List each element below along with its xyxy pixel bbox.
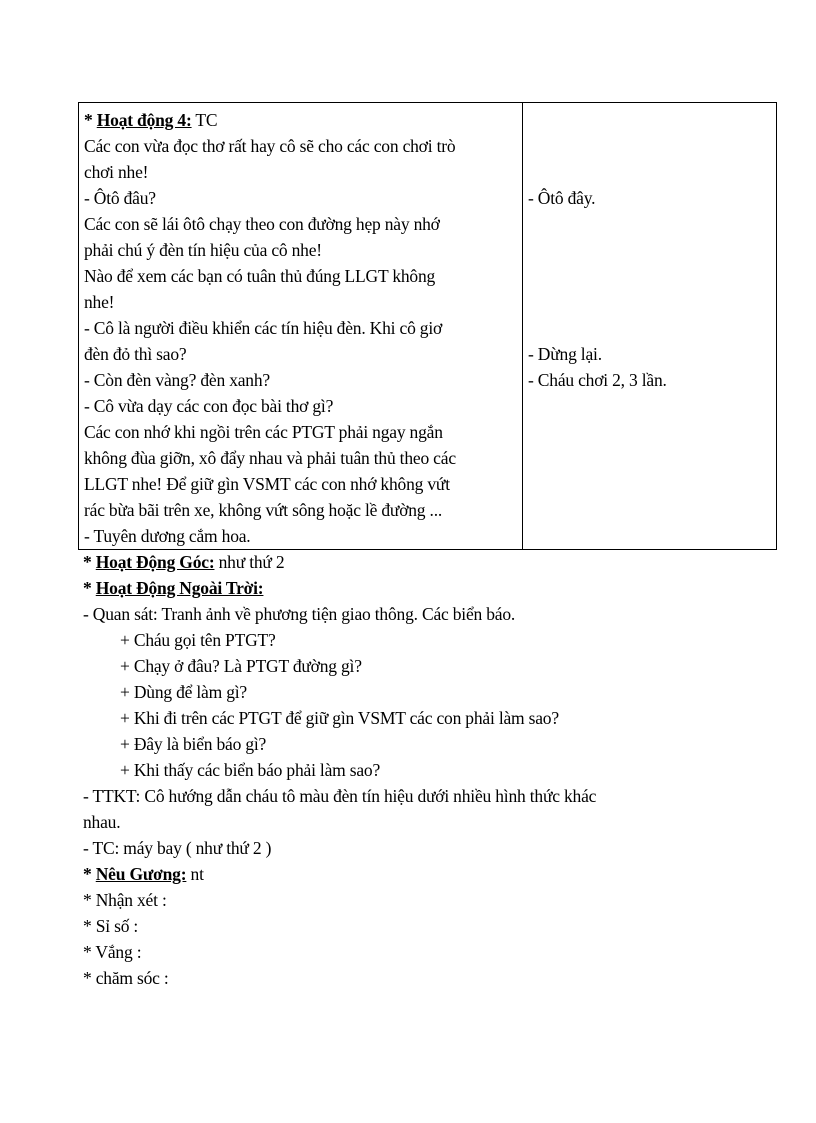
text-line: nhe! [84,292,115,312]
text-line: Các con vừa đọc thơ rất hay cô sẽ cho các con chơi trò [84,136,456,156]
activity-heading: * Hoạt động 4: TC [84,110,218,130]
activity-title: Hoạt động 4: [96,110,192,130]
outdoor-activity-heading: * Hoạt Động Ngoài Trời: [83,578,264,598]
teacher-activity-cell [79,103,523,550]
observation-line: - Quan sát: Tranh ảnh về phương tiện giao thông. Các biển báo. [83,604,516,624]
ttkt-line: nhau. [83,812,121,832]
after-table-section [83,549,763,991]
question-item: + Chạy ở đâu? Là PTGT đường gì? [120,656,362,676]
text-line: chơi nhe! [84,162,149,182]
child-answer: - Cháu chơi 2, 3 lần. [528,370,667,390]
corner-activity-heading: * Hoạt Động Góc: như thứ 2 [83,552,285,572]
table-row [79,103,777,550]
text-line: - Còn đèn vàng? đèn xanh? [84,370,270,390]
game-line: - TC: máy bay ( như thứ 2 ) [83,838,272,858]
text-line: phải chú ý đèn tín hiệu của cô nhe! [84,240,322,260]
text-line: rác bừa bãi trên xe, không vứt sông hoặc lề đường ... [84,500,443,520]
child-answer: - Dừng lại. [528,344,602,364]
example-heading: * Nêu Gương: nt [83,864,204,884]
text-line: đèn đỏ thì sao? [84,344,187,364]
text-line: không đùa giỡn, xô đẩy nhau và phải tuân thủ theo các [84,448,456,468]
text-line: - Cô là người điều khiển các tín hiệu đèn. Khi cô giơ [84,318,443,338]
remark-line: * Nhận xét : [83,890,167,910]
attendance-line: * Sỉ số : [83,916,139,936]
text-line: LLGT nhe! Để giữ gìn VSMT các con nhớ không vứt [84,474,450,494]
text-line: - Tuyên dương cắm hoa. [84,526,251,546]
text-line: - Cô vừa dạy các con đọc bài thơ gì? [84,396,334,416]
child-answer: - Ôtô đây. [528,188,596,208]
question-item: + Cháu gọi tên PTGT? [120,630,276,650]
question-item: + Khi đi trên các PTGT để giữ gìn VSMT các con phải làm sao? [120,708,559,728]
care-line: * chăm sóc : [83,968,169,988]
text-line: Các con sẽ lái ôtô chạy theo con đường hẹp này nhớ [84,214,440,234]
ttkt-line: - TTKT: Cô hướng dẫn cháu tô màu đèn tín hiệu dưới nhiều hình thức khác [83,786,597,806]
question-item: + Dùng để làm gì? [120,682,247,702]
child-activity-cell [523,103,777,550]
text-line: Các con nhớ khi ngồi trên các PTGT phải ngay ngắn [84,422,443,442]
question-item: + Đây là biển báo gì? [120,734,267,754]
text-line: - Ôtô đâu? [84,188,156,208]
text-line: Nào để xem các bạn có tuân thủ đúng LLGT không [84,266,436,286]
absent-line: * Vắng : [83,942,142,962]
question-item: + Khi thấy các biển báo phải làm sao? [120,760,381,780]
activity-table [78,102,777,550]
